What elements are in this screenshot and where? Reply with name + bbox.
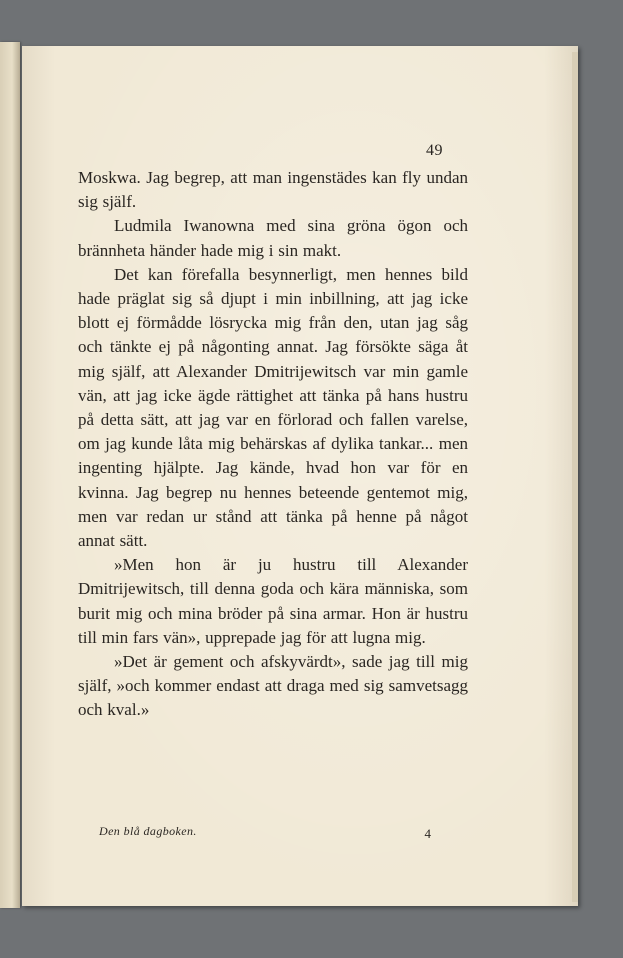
- page-right-edge: [572, 52, 578, 902]
- paragraph: Det kan förefalla besynnerligt, men hennes bild hade präglat sig så djupt i min inbillning, att jag icke blott ej förmådde lösrycka mig från den, utan jag såg och tänkte ej på någonting annat. Jag försökte säga åt mig själf, att Alexander Dmitrijewitsch var min gamle vän, att jag icke ägde rättighet att tänka på hans hustru på detta sätt, att jag var en förlorad och fallen varelse, om jag kunde låta mig behärskas af dylika tankar... men ingenting hjälpte. Jag kände, hvad hon var för en kvinna. Jag begrep nu hennes beteende gentemot mig, men var redan ur stånd att tänka på henne på något annat sätt.: [78, 264, 468, 551]
- body-text: [78, 166, 468, 723]
- paragraph: Moskwa. Jag begrep, att man ingenstädes kan fly undan sig själf.: [78, 168, 468, 212]
- signature-mark: Den blå dagboken.: [99, 824, 197, 838]
- paragraph: Ludmila Iwanowna med sina gröna ögon och brännheta händer hade mig i sin makt.: [78, 216, 468, 260]
- sheet-number: 4: [424, 826, 431, 841]
- left-page-edge: [0, 42, 20, 908]
- paragraph: »Men hon är ju hustru till Alexander Dmitrijewitsch, till denna goda och kära människa, som burit mig och mina bröder på sina armar. Hon är hustru till min fars vän», upprepade jag för att lugna mig.: [78, 555, 468, 647]
- page-number: 49: [426, 142, 443, 159]
- paragraph: »Det är gement och afskyvärdt», sade jag till mig själf, »och kommer endast att draga med sig samvetsagg och kval.»: [78, 652, 468, 720]
- book-page: [22, 46, 578, 906]
